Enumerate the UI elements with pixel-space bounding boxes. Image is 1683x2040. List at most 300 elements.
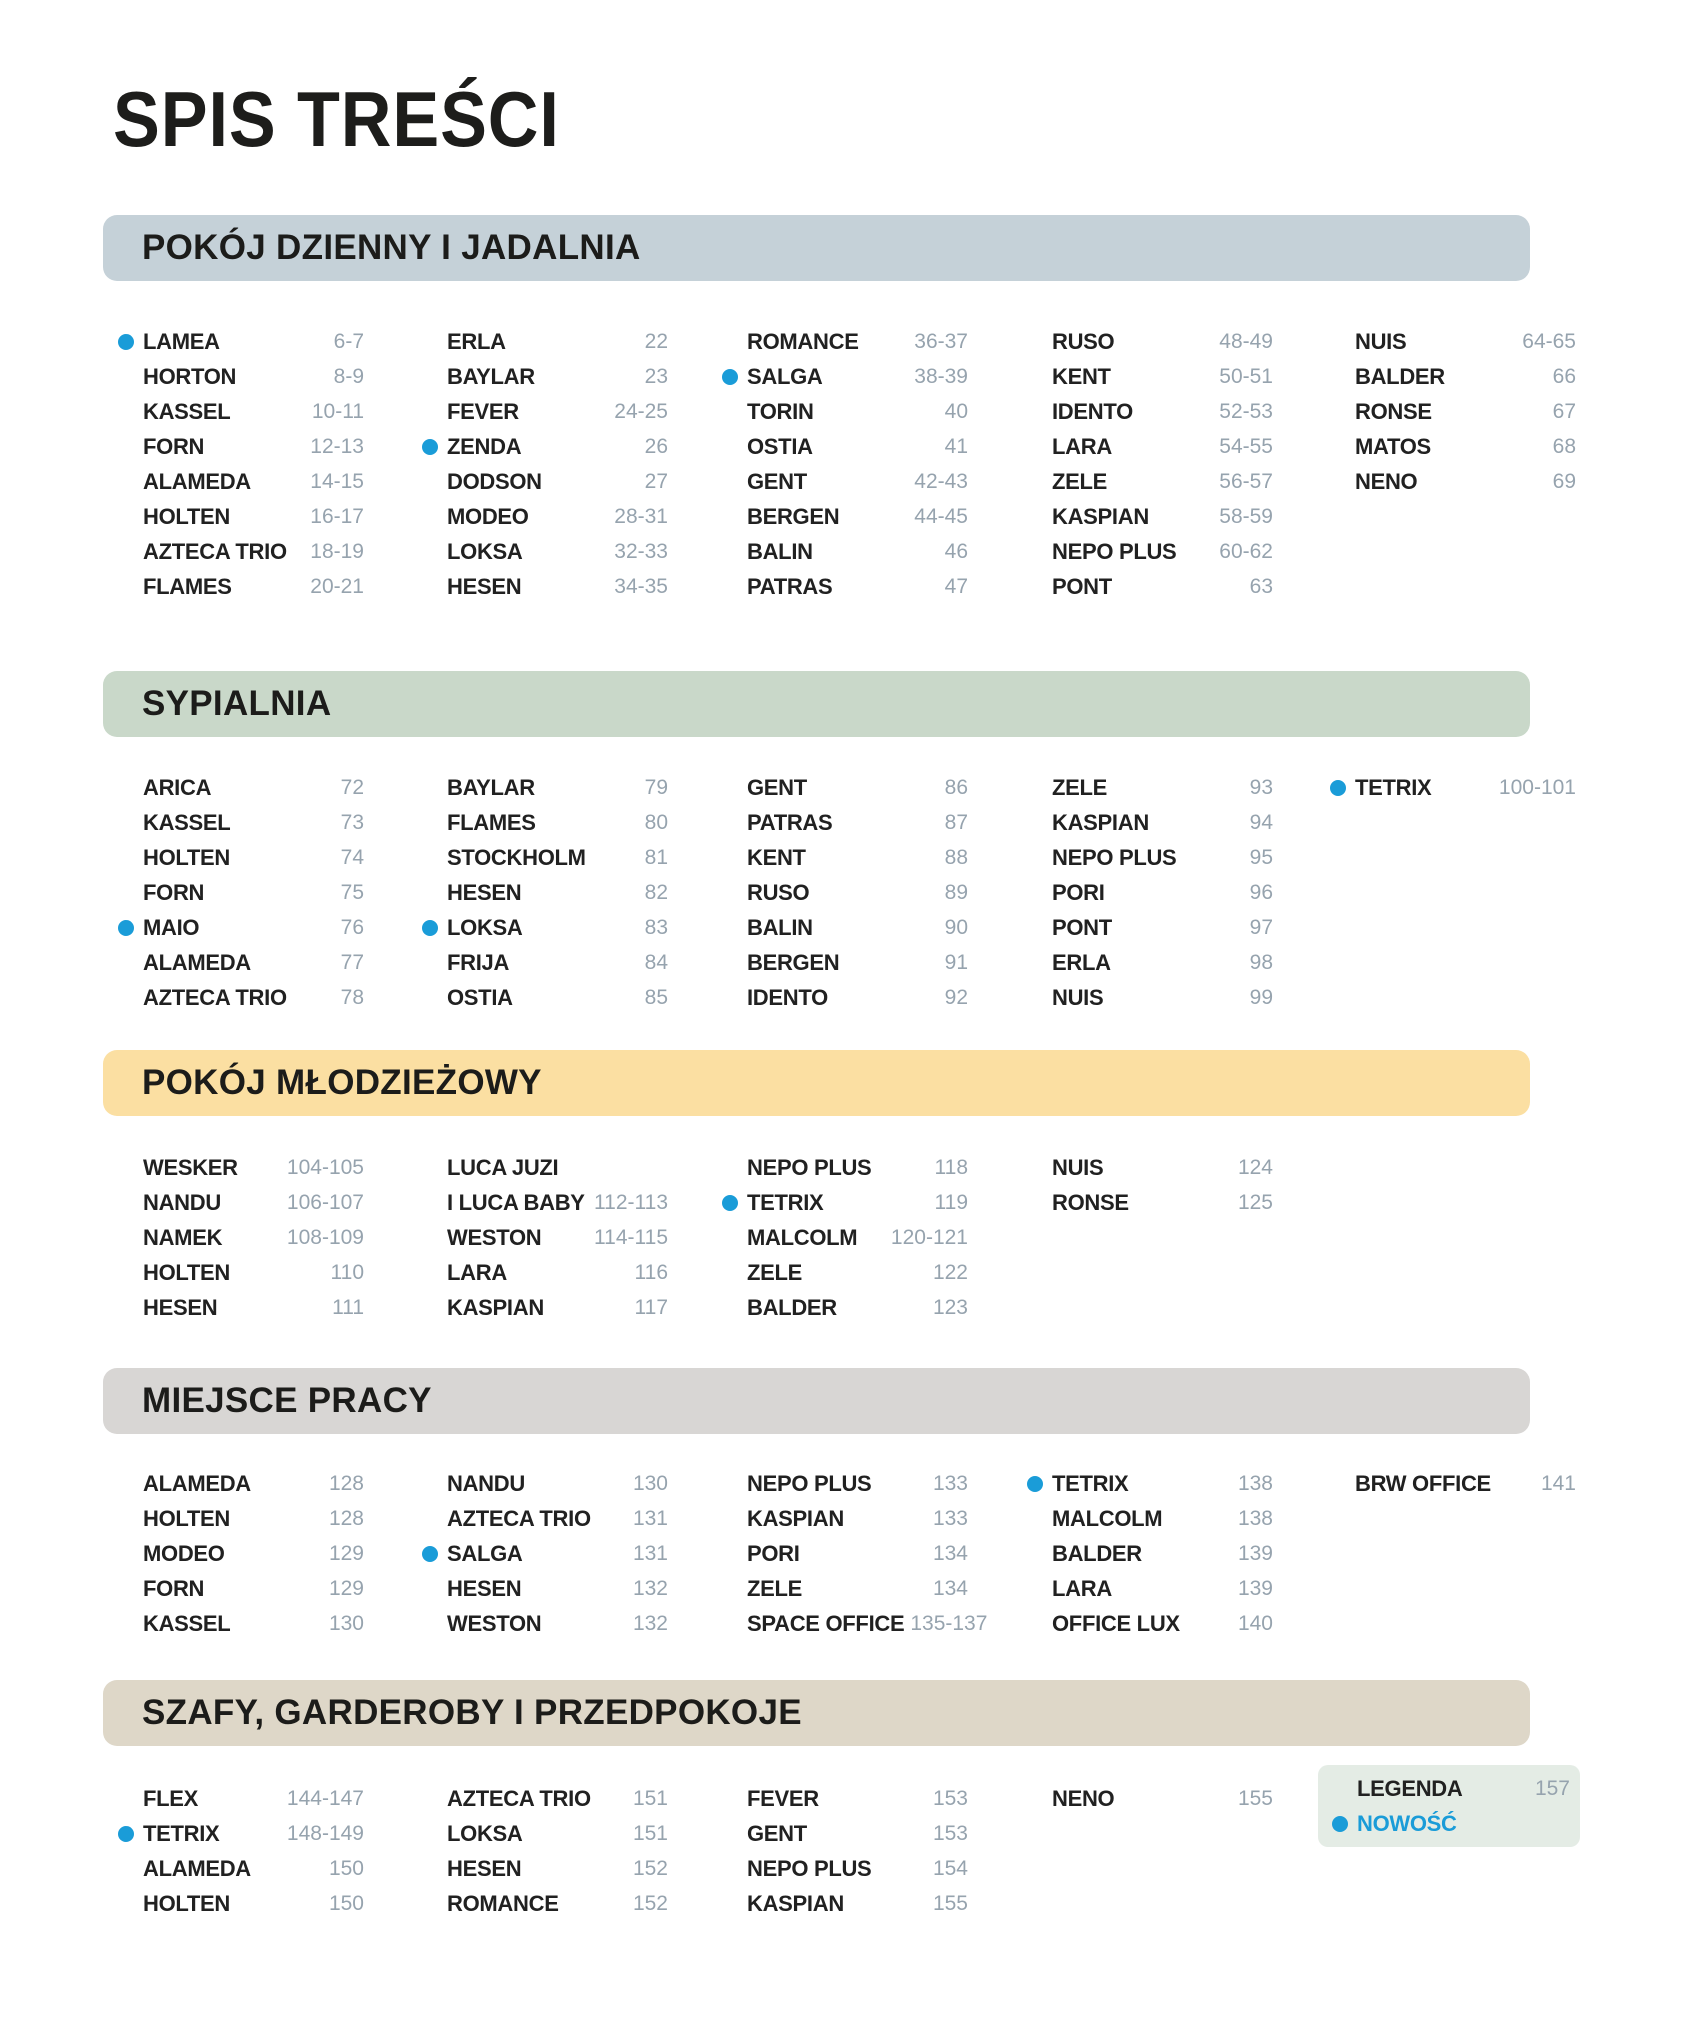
product-name: ZENDA [447,433,522,459]
legend-box [1318,1765,1580,1847]
toc-entry [143,945,364,980]
page-number: 148-149 [286,1821,364,1845]
product-name: OSTIA [747,433,813,459]
toc-entry [1052,359,1273,394]
toc-entry [747,945,968,980]
section-title: SYPIALNIA [142,684,332,723]
toc-entry [1052,980,1273,1015]
toc-entry [1052,1571,1273,1606]
product-name: NEPO PLUS [747,1154,872,1180]
toc-column [747,770,968,1015]
product-name: LOKSA [447,538,523,564]
page-number: 94 [1249,810,1273,834]
page-number: 83 [644,915,668,939]
toc-entry [747,1255,968,1290]
product-name: TETRIX [1052,1470,1129,1496]
page-number: 72 [340,775,364,799]
product-name: BALDER [1052,1540,1142,1566]
product-name: OFFICE LUX [1052,1610,1180,1636]
section-title: SZAFY, GARDEROBY I PRZEDPOKOJE [142,1693,802,1732]
page-number: 110 [330,1260,364,1284]
legend-title: LEGENDA [1357,1775,1463,1801]
page-number: 84 [644,950,668,974]
toc-entry [447,840,668,875]
toc-entry [143,1185,364,1220]
product-name: SALGA [747,363,823,389]
page-number: 98 [1249,950,1273,974]
toc-column [1052,324,1273,604]
toc-entry [447,805,668,840]
product-name: NEPO PLUS [747,1470,872,1496]
product-name: RONSE [1355,398,1432,424]
product-name: ZELE [747,1259,803,1285]
product-name: LARA [1052,433,1112,459]
toc-entry [1355,770,1576,805]
product-name: KASSEL [143,809,231,835]
product-name: OSTIA [447,984,513,1010]
product-name: BERGEN [747,503,840,529]
page-number: 86 [944,775,968,799]
product-name: NEPO PLUS [1052,538,1177,564]
page-number: 96 [1249,880,1273,904]
product-name: HOLTEN [143,1259,231,1285]
toc-entry [1052,805,1273,840]
page-number: 48-49 [1219,329,1273,353]
toc-entry [1052,1606,1273,1641]
toc-entry [447,499,668,534]
toc-entry [447,875,668,910]
toc-entry [1052,945,1273,980]
page-number: 64-65 [1522,329,1576,353]
page-number: 73 [340,810,364,834]
page-number: 38-39 [914,364,968,388]
toc-entry [747,499,968,534]
toc-entry [747,1781,968,1816]
page-title: SPIS TREŚCI [113,75,560,163]
page-number: 44-45 [914,504,968,528]
toc-entry [143,464,364,499]
product-name: KASPIAN [447,1294,544,1320]
page-number: 99 [1249,985,1273,1009]
toc-column [1052,1466,1273,1641]
page-number: 151 [632,1786,668,1810]
section-title: POKÓJ DZIENNY I JADALNIA [142,228,641,267]
section-header [103,215,1530,281]
product-name: TORIN [747,398,814,424]
toc-entry [143,1816,364,1851]
toc-entry [1052,569,1273,604]
section-title: MIEJSCE PRACY [142,1381,432,1420]
product-name: SPACE OFFICE [747,1610,905,1636]
page-number: 74 [340,845,364,869]
toc-entry [143,1501,364,1536]
page-number: 106-107 [286,1190,364,1214]
page-number: 8-9 [333,364,364,388]
product-name: NEPO PLUS [1052,844,1177,870]
product-name: BAYLAR [447,363,535,389]
page-number: 12-13 [310,434,364,458]
product-name: TETRIX [1355,774,1432,800]
toc-column [747,1150,968,1325]
toc-entry [747,980,968,1015]
product-name: NAMEK [143,1224,223,1250]
toc-entry [447,1290,668,1325]
page-number: 135-137 [910,1611,988,1635]
page-number: 125 [1237,1190,1273,1214]
page-number: 10-11 [311,399,364,423]
page-number: 100-101 [1498,775,1576,799]
page-number: 52-53 [1219,399,1273,423]
toc-entry [447,1816,668,1851]
toc-entry [143,394,364,429]
product-name: ZELE [1052,468,1108,494]
section-header [103,671,1530,737]
page-number: 144-147 [286,1786,364,1810]
toc-column [447,1150,668,1325]
product-name: HOLTEN [143,1505,231,1531]
page-number: 139 [1237,1576,1273,1600]
page-number: 104-105 [286,1155,364,1179]
new-product-dot [1027,1476,1043,1492]
product-name: BALDER [1355,363,1445,389]
page-number: 152 [632,1891,668,1915]
toc-entry [143,1220,364,1255]
new-product-dot [722,1195,738,1211]
toc-column [747,1466,988,1641]
page-number: 82 [644,880,668,904]
toc-entry [1355,1466,1576,1501]
toc-column [1052,770,1273,1015]
product-name: ROMANCE [747,328,859,354]
product-name: FRIJA [447,949,510,975]
new-product-dot [118,920,134,936]
page-number: 75 [340,880,364,904]
toc-entry [747,359,968,394]
page-number: 6-7 [333,329,364,353]
page-number: 56-57 [1219,469,1273,493]
product-name: BERGEN [747,949,840,975]
nowosc-label: NOWOŚĆ [1357,1810,1457,1836]
product-name: KENT [1052,363,1111,389]
page-number: 32-33 [614,539,668,563]
toc-column [1052,1781,1273,1816]
toc-entry [447,1185,668,1220]
toc-column [1355,770,1576,805]
toc-entry [747,1571,968,1606]
toc-entry [747,840,968,875]
page-number: 92 [944,985,968,1009]
page-number: 131 [632,1541,668,1565]
toc-entry [143,359,364,394]
product-name: RUSO [747,879,810,905]
toc-column [143,324,364,604]
product-name: NANDU [447,1470,525,1496]
product-name: HESEN [447,879,522,905]
page-number: 27 [644,469,668,493]
page-number: 112-113 [594,1190,668,1214]
product-name: BAYLAR [447,774,535,800]
page-number: 139 [1237,1541,1273,1565]
product-name: PONT [1052,914,1112,940]
page-number: 14-15 [310,469,364,493]
page-number: 95 [1249,845,1273,869]
page-number: 87 [944,810,968,834]
product-name: FLAMES [447,809,536,835]
product-name: LOKSA [447,914,523,940]
toc-entry [747,770,968,805]
page-number: 54-55 [1219,434,1273,458]
toc-entry [1052,1501,1273,1536]
page-number: 154 [932,1856,968,1880]
page-number: 129 [328,1576,364,1600]
product-name: BRW OFFICE [1355,1470,1491,1496]
page-number: 36-37 [914,329,968,353]
product-name: HOLTEN [143,503,231,529]
toc-entry [747,1150,968,1185]
page-number: 108-109 [286,1225,364,1249]
toc-entry [143,1886,364,1921]
page-number: 60-62 [1219,539,1273,563]
toc-entry [747,464,968,499]
toc-entry [747,1185,968,1220]
page-number: 153 [932,1821,968,1845]
product-name: ALAMEDA [143,1470,251,1496]
product-name: DODSON [447,468,542,494]
toc-entry [143,1606,364,1641]
product-name: MODEO [143,1540,225,1566]
page-number: 128 [328,1471,364,1495]
page-number: 88 [944,845,968,869]
page-number: 66 [1552,364,1576,388]
page-number: 46 [944,539,968,563]
page-number: 132 [632,1576,668,1600]
toc-entry [747,429,968,464]
toc-entry [447,429,668,464]
new-product-dot [1332,1816,1348,1832]
page-number: 131 [632,1506,668,1530]
product-name: LAMEA [143,328,220,354]
page-number: 152 [632,1856,668,1880]
page-number: 111 [332,1295,364,1319]
product-name: KASPIAN [1052,809,1149,835]
product-name: FEVER [447,398,519,424]
section-header [103,1368,1530,1434]
product-name: PORI [747,1540,800,1566]
page-number: 77 [340,950,364,974]
new-product-dot [422,920,438,936]
toc-entry [447,359,668,394]
toc-entry [143,324,364,359]
toc-entry [143,429,364,464]
page-number: 42-43 [914,469,968,493]
toc-entry [143,1851,364,1886]
toc-entry [747,1466,968,1501]
product-name: RUSO [1052,328,1115,354]
product-name: LARA [1052,1575,1112,1601]
product-name: ARICA [143,774,212,800]
new-product-dot [118,334,134,350]
page-number: 138 [1237,1471,1273,1495]
toc-entry [143,980,364,1015]
page-number: 18-19 [310,539,364,563]
page-number: 114-115 [594,1225,668,1249]
product-name: RONSE [1052,1189,1129,1215]
page-number: 78 [340,985,364,1009]
section-header [103,1050,1530,1116]
product-name: WESKER [143,1154,238,1180]
page-number: 134 [932,1576,968,1600]
toc-column [747,324,968,604]
toc-entry [143,1255,364,1290]
toc-entry [447,569,668,604]
page-number: 120-121 [890,1225,968,1249]
toc-entry [1052,464,1273,499]
product-name: KASSEL [143,398,231,424]
toc-entry [1355,324,1576,359]
toc-entry [747,875,968,910]
product-name: AZTECA TRIO [143,984,287,1010]
product-name: FEVER [747,1785,819,1811]
product-name: LOKSA [447,1820,523,1846]
page-number: 81 [644,845,668,869]
product-name: HESEN [143,1294,218,1320]
toc-entry [143,1150,364,1185]
product-name: BALDER [747,1294,837,1320]
page-number: 16-17 [310,504,364,528]
toc-entry [143,1290,364,1325]
product-name: MALCOLM [1052,1505,1163,1531]
product-name: KASPIAN [747,1505,844,1531]
toc-entry [447,1466,668,1501]
page-number: 150 [328,1891,364,1915]
toc-entry [447,394,668,429]
page-number: 130 [632,1471,668,1495]
toc-entry [1355,429,1576,464]
page-number: 67 [1552,399,1576,423]
page-number: 26 [644,434,668,458]
product-name: ZELE [747,1575,803,1601]
page-number: 155 [932,1891,968,1915]
toc-entry [143,875,364,910]
toc-entry [143,770,364,805]
new-product-dot [722,369,738,385]
product-name: NENO [1052,1785,1115,1811]
toc-entry [447,534,668,569]
page-number: 132 [632,1611,668,1635]
page-number: 134 [932,1541,968,1565]
toc-column [143,1150,364,1325]
page-number: 123 [932,1295,968,1319]
product-name: PATRAS [747,809,833,835]
product-name: ERLA [1052,949,1111,975]
page-number: 119 [934,1190,968,1214]
toc-entry [1355,464,1576,499]
page-number: 34-35 [614,574,668,598]
toc-entry [747,324,968,359]
product-name: NUIS [1052,984,1104,1010]
product-name: GENT [747,1820,807,1846]
product-name: FORN [143,433,205,459]
product-name: ZELE [1052,774,1108,800]
product-name: STOCKHOLM [447,844,586,870]
toc-entry [143,1571,364,1606]
toc-column [447,1466,668,1641]
page-number: 130 [328,1611,364,1635]
toc-column [447,1781,668,1921]
toc-entry [447,770,668,805]
page-number: 50-51 [1219,364,1273,388]
page-number: 133 [932,1471,968,1495]
product-name: HESEN [447,1855,522,1881]
product-name: FLAMES [143,573,232,599]
product-name: PONT [1052,573,1112,599]
toc-entry [447,464,668,499]
page-number: 76 [340,915,364,939]
product-name: MATOS [1355,433,1431,459]
product-name: HESEN [447,1575,522,1601]
new-product-dot [1330,780,1346,796]
product-name: HOLTEN [143,1890,231,1916]
toc-entry [1052,770,1273,805]
product-name: ERLA [447,328,506,354]
product-name: KASPIAN [747,1890,844,1916]
toc-entry [1355,359,1576,394]
toc-column [143,770,364,1015]
legend-row [1332,1771,1570,1806]
toc-column [447,324,668,604]
page-number: 151 [632,1821,668,1845]
toc-entry [143,840,364,875]
toc-entry [747,805,968,840]
toc-entry [747,394,968,429]
product-name: ALAMEDA [143,468,251,494]
toc-entry [143,569,364,604]
page-number: 128 [328,1506,364,1530]
page-number: 20-21 [310,574,364,598]
toc-entry [447,1150,668,1185]
page-number: 47 [944,574,968,598]
product-name: HOLTEN [143,844,231,870]
toc-entry [447,945,668,980]
new-product-dot [422,1546,438,1562]
page-number: 140 [1237,1611,1273,1635]
product-name: BALIN [747,914,813,940]
section-title: POKÓJ MŁODZIEŻOWY [142,1063,542,1102]
toc-entry [447,1781,668,1816]
product-name: BALIN [747,538,813,564]
toc-entry [143,1536,364,1571]
product-name: KASPIAN [1052,503,1149,529]
product-name: WESTON [447,1610,542,1636]
product-name: IDENTO [747,984,828,1010]
product-name: KASSEL [143,1610,231,1636]
new-product-dot [422,439,438,455]
page-number: 69 [1552,469,1576,493]
toc-entry [747,1886,968,1921]
toc-entry [1052,499,1273,534]
page-number: 133 [932,1506,968,1530]
toc-entry [447,324,668,359]
product-name: I LUCA BABY [447,1189,585,1215]
toc-entry [1052,429,1273,464]
product-name: SALGA [447,1540,523,1566]
product-name: NUIS [1052,1154,1104,1180]
toc-column [1052,1150,1273,1220]
toc-entry [447,1536,668,1571]
product-name: ALAMEDA [143,949,251,975]
toc-entry [1052,534,1273,569]
page-number: 124 [1237,1155,1273,1179]
